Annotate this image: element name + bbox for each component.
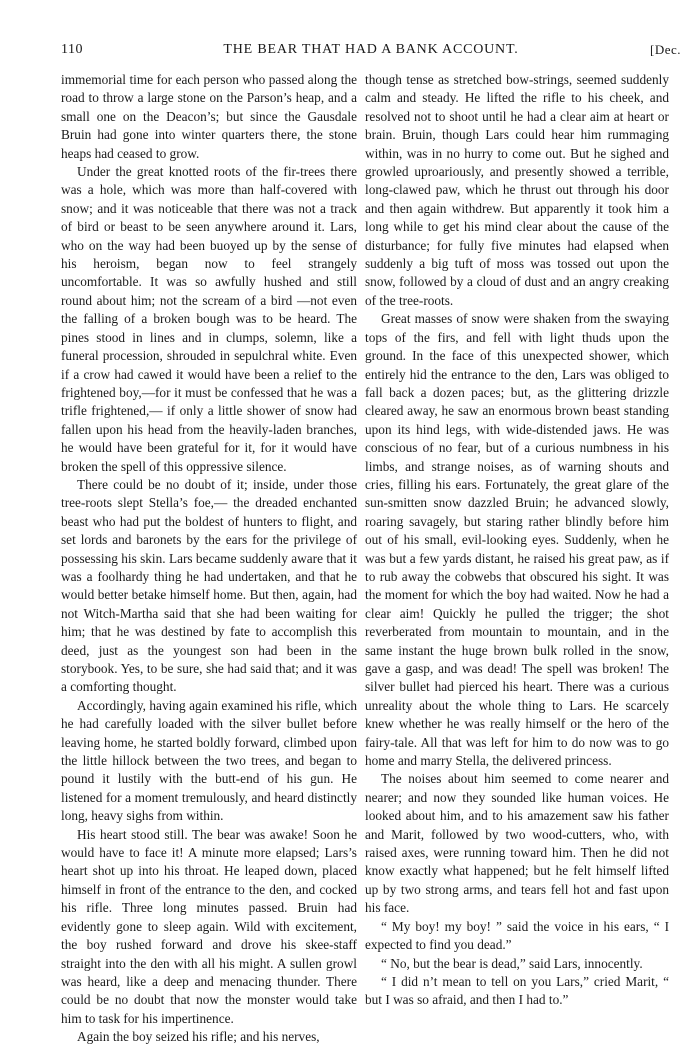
paragraph: There could be no doubt of it; inside, under those tree-roots slept Stella’s foe,— the dreaded enchanted beast who had put the boldest of hunters to flight, and set lords and baronets by the ears for the privilege of possessing his skin. Lars became suddenly aware that it was a foolhardy thing he had undertaken, and that he would better betake himself home. But then, again, had not Witch-Martha said that she had been waiting for him; that he was destined by fate to accomplish this deed, just as the youngest son had been in the storybook. Yes, to be sure, she had said that; and it was a comforting thought. [61,476,357,695]
paragraph: Great masses of snow were shaken from the swaying tops of the firs, and fell with light thuds upon the ground. In the face of this unexpected shower, which entirely hid the entrance to the den, Lars was obliged to fall back a dozen paces; but, as the glittering drizzle cleared away, he saw an enormous brown beast standing upon its hind legs, with wide-distended jaws. He was conscious of no fear, but of a curious numbness in his limbs, and strange noises, as of warning shouts and cries, filling his ears. Fortunately, the great glare of the sun-smitten snow dazzled Bruin; he advanced slowly, roaring savagely, but staring rather blindly before him out of his small, evil-looking eyes. Suddenly, when he was but a few yards distant, he raised his great paw, as if to rub away the cobwebs that obscured his sight. It was the moment for which the boy had waited. Now he had a clear aim! Quickly he pulled the trigger; the shot reverberated from mountain to mountain, and in the same instant the huge brown bulk rolled in the snow, gave a gasp, and was dead! The spell was broken! The silver bullet had pierced his heart. There was a curious unreality about the whole thing to Lars. He scarcely knew whether he was really himself or the hero of the fairy-tale. All that was left for him to do now was to go home and marry Stella, the delivered princess. [365,311,669,769]
left-column [61,71,357,1047]
paragraph: His heart stood still. The bear was awake! Soon he would have to face it! A minute more elapsed; Lars’s heart shot up into his throat. He leaped down, placed himself in front of the entrance to the den, and cocked his rifle. Three long minutes passed. Bruin had evidently gone to sleep again. Wild with excitement, the boy rushed forward and drove his skee-staff straight into the den with all his might. A sullen growl was heard, like a deep and menacing thunder. There could be no doubt that now the monster would take him to task for his impertinence. [61,826,357,1026]
paragraph: immemorial time for each person who passed along the road to throw a large stone on the Parson’s heap, and a small one on the Deacon’s; but since the Gausdale Bruin had gone into winter quarters there, the stone heaps had ceased to grow. [61,72,357,161]
paragraph: “ I did n’t mean to tell on you Lars,” cried Marit, “ but I was so afraid, and then I had to.” [365,973,669,1008]
running-header [61,42,681,64]
paragraph: Again the boy seized his rifle; and his nerves, [77,1029,320,1045]
issue-month: [Dec. [649,42,681,57]
paragraph: Under the great knotted roots of the fir-trees there was a hole, which was more than half-covered with snow; and it was noticeable that there was not a track of bird or beast to be seen anywhere around it. Lars, who on the way had been buoyed up by the sense of his heroism, began now to feel strangely uncomfortable. It was so awfully hushed and still round about him; not the scream of a bird —not even the falling of a broken bough was to be heard. The pines stood in lines and in clumps, solemn, like a funeral procession, shrouded in sepulchral white. Even if a crow had cawed it would have been a relief to the frightened boy,—for it must be confessed that he was a trifle frightened,— if only a little shower of snow had fallen upon his head from the heavily-laden branches, he would have been grateful for it, for it would have broken the spell of this oppressive silence. [61,164,357,474]
paragraph: The noises about him seemed to come nearer and nearer; and now they sounded like human voices. He looked about him, and to his amazement saw his father and Marit, followed by two wood-cutters, who, with raised axes, were running toward him. Then he did not know exactly what happened; but he felt himself lifted up by two strong arms, and tears fell hot and fast upon his face. [365,771,669,916]
paragraph: “ No, but the bear is dead,” said Lars, innocently. [381,955,643,971]
paragraph: “ My boy! my boy! ” said the voice in his ears, “ I expected to find you dead.” [365,918,669,953]
page-number: 110 [61,42,83,57]
right-column [365,71,669,1010]
running-title: THE BEAR THAT HAD A BANK ACCOUNT. [223,42,519,57]
paragraph: though tense as stretched bow-strings, seemed suddenly calm and steady. He lifted the rifle to his cheek, and resolved not to shoot until he had a clear aim at heart or brain. Bruin, though Lars could hear him rummaging within, was in no hurry to come out. But he sighed and growled uproariously, and presently showed a terrible, long-clawed paw, which he thrust out through his door and then again withdrew. But apparently it took him a long while to get his mind clear about the cause of the disturbance; for fully five minutes had elapsed when suddenly a big tuft of moss was tossed out upon the snow, followed by a cloud of dust and an angry creaking of the tree-roots. [365,72,669,308]
paragraph: Accordingly, having again examined his rifle, which he had carefully loaded with the silver bullet before leaving home, he started boldly forward, climbed upon the little hillock between the two trees, and began to pound it lustily with the butt-end of his gun. He listened for a moment tremulously, and heard distinctly long, heavy sighs from within. [61,697,357,824]
